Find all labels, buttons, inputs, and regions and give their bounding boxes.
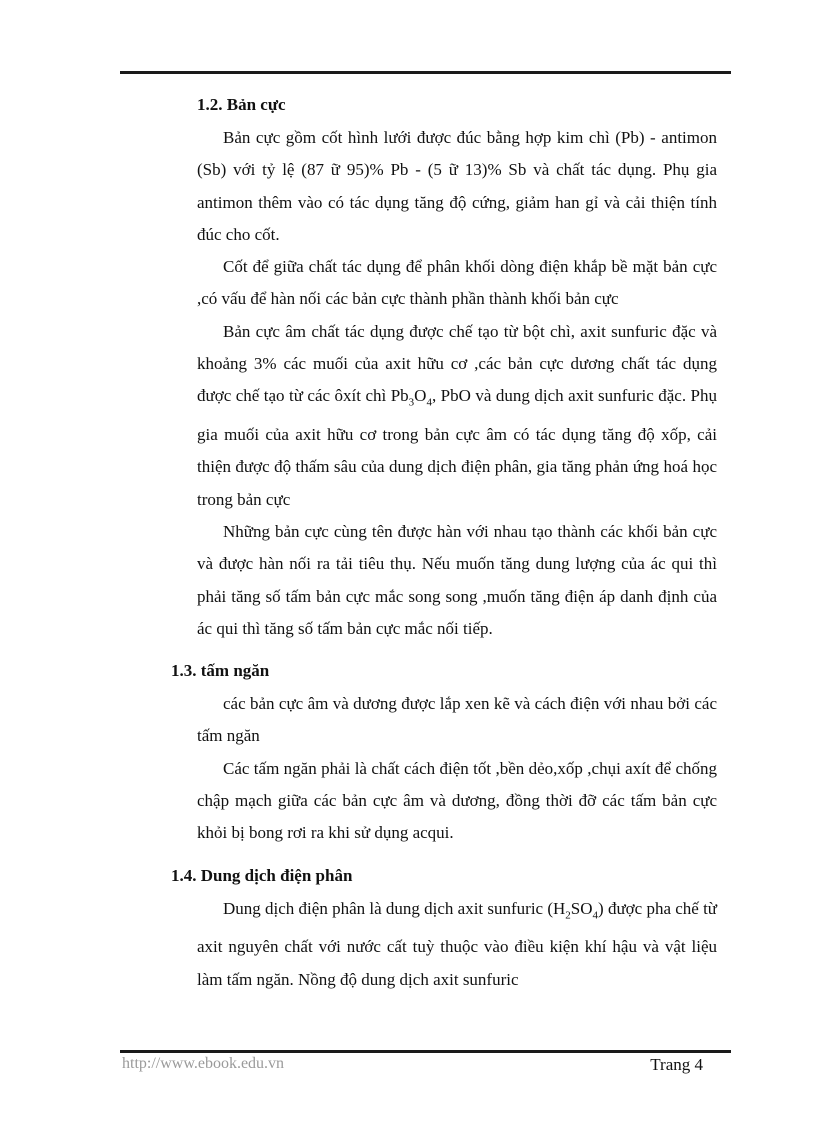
page-body — [171, 88, 718, 996]
section-heading-1-2: 1.2. Bản cực — [197, 95, 286, 114]
header-rule — [120, 71, 731, 74]
paragraph-text: Bản cực âm chất tác dụng được chế tạo từ bột chì, axit sunfuric đặc và khoảng 3% các muối của axit hữu cơ ,các bản cực dương chất tác dụng được chế tạo từ các ôxít chì Pb — [197, 321, 717, 406]
subscript: 2 — [565, 909, 571, 922]
section-heading-1-4: 1.4. Dung dịch điện phân — [171, 865, 353, 885]
paragraph: các bản cực âm và dương được lắp xen kẽ và cách điện với nhau bởi các tấm ngăn — [197, 694, 717, 746]
paragraph: Các tấm ngăn phải là chất cách điện tốt ,bền dẻo,xốp ,chụi axít để chống chập mạch giữa các bản cực âm và dương, đồng thời đỡ các tấm bản cực khỏi bị bong rơi ra khi sử dụng acqui. — [197, 758, 717, 843]
footer-rule — [120, 1050, 731, 1053]
subscript: 3 — [408, 396, 415, 409]
paragraph: Cốt để giữa chất tác dụng để phân khối dòng điện khắp bề mặt bản cực ,có vấu để hàn nối các bản cực thành phần thành khối bản cực — [197, 257, 717, 309]
section-heading-1-3: 1.3. tấm ngăn — [171, 661, 270, 681]
paragraph-text: O — [414, 386, 427, 406]
subscript: 4 — [592, 909, 599, 922]
footer-url: http://www.ebook.edu.vn — [122, 1055, 285, 1072]
paragraph: Những bản cực cùng tên được hàn với nhau tạo thành các khối bản cực và được hàn nối ra tải tiêu thụ. Nếu muốn tăng dung lượng của ác qui thì phải tăng số tấm bản cực mắc song song ,muốn tăng điện áp danh định của ác qui thì tăng số tấm bản cực mắc nối tiếp. — [197, 521, 717, 638]
paragraph-text: SO — [570, 898, 593, 918]
page-number: Trang 4 — [650, 1055, 703, 1074]
paragraph: Bản cực gồm cốt hình lưới được đúc bằng hợp kim chì (Pb) - antimon (Sb) với tỷ lệ (87 ữ 95)% Pb - (5 ữ 13)% Sb và chất tác dụng. Phụ gia antimon thêm vào có tác dụng tăng độ cứng, giảm han gỉ và cải thiện tính đúc cho cốt. — [197, 128, 717, 244]
paragraph-text: ) được pha chế từ axit nguyên chất với nước cất tuỳ thuộc vào điều kiện khí hậu và vật liệu làm tấm ngăn. Nồng độ dung dịch axit sunfuric — [197, 898, 718, 989]
paragraph-text: Dung dịch điện phân là dung dịch axit sunfuric (H — [223, 898, 566, 918]
paragraph — [197, 893, 717, 996]
paragraph — [197, 316, 717, 516]
subscript: 4 — [426, 396, 432, 409]
paragraph-text: , PbO và dung dịch axit sunfuric đặc. Phụ gia muối của axit hữu cơ trong bản cực âm có tác dụng tăng độ xốp, cải thiện được độ thấm sâu của dung dịch điện phân, gia tăng phản ứng hoá học trong bản cực — [197, 386, 717, 509]
